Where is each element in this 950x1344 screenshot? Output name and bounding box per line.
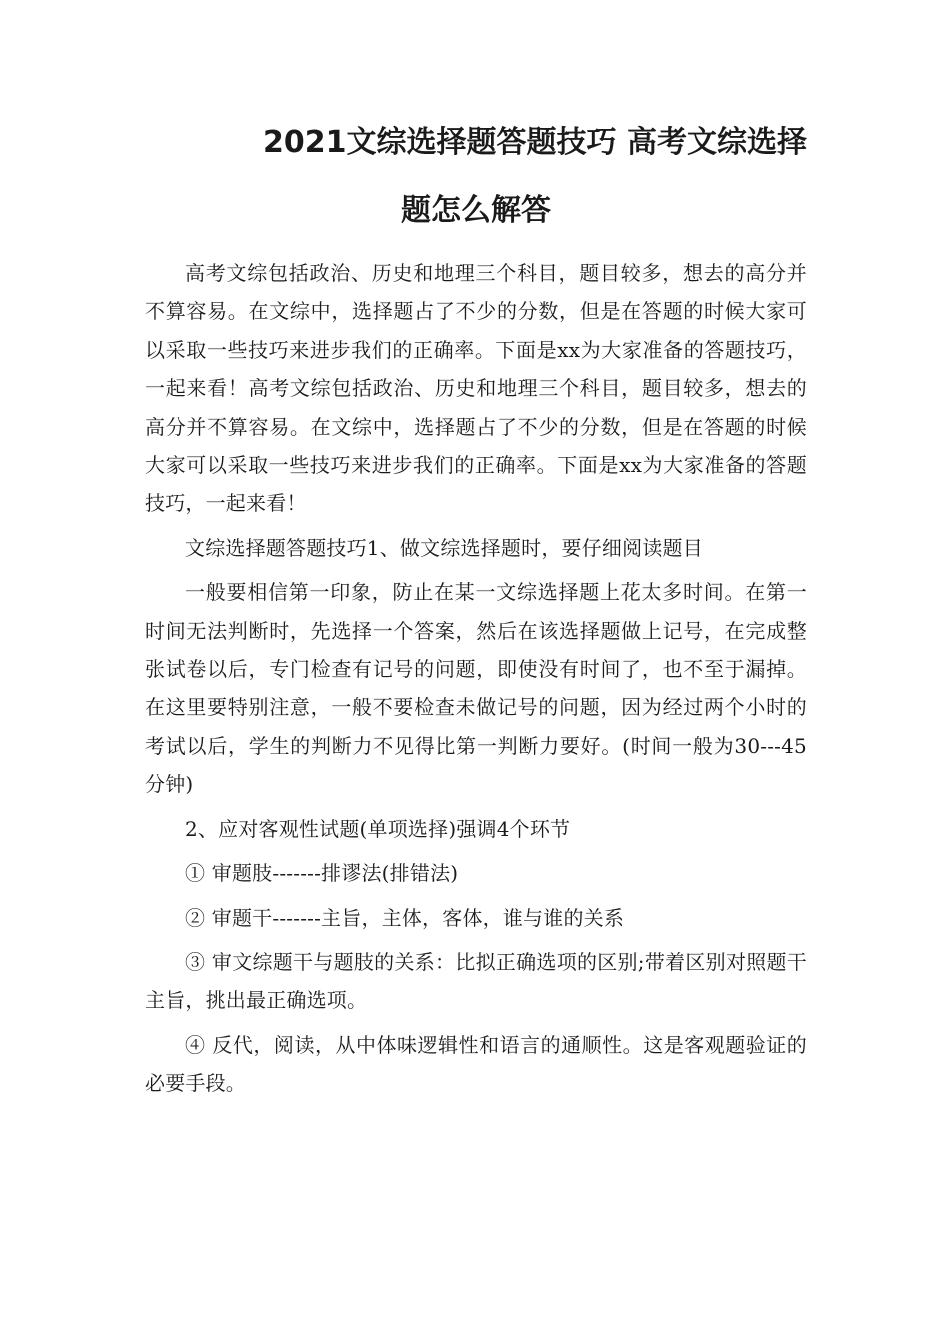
- document-body: [145, 254, 807, 1109]
- step-3-paragraph: ③ 审文综题干与题肢的关系：比拟正确选项的区别;带着区别对照题干主旨，挑出最正确选项。: [145, 949, 807, 1013]
- step-1-paragraph: ① 审题肢-------排谬法(排错法): [185, 861, 459, 886]
- tip-1-heading: 文综选择题答题技巧1、做文综选择题时，要仔细阅读题目: [185, 535, 703, 560]
- document-title-line-1: 2021文综选择题答题技巧 高考文综选择: [263, 125, 807, 160]
- step-2-paragraph: ② 审题干-------主旨，主体，客体，谁与谁的关系: [185, 905, 625, 930]
- tip-1-paragraph: 一般要相信第一印象，防止在某一文综选择题上花太多时间。在第一时间无法判断时，先选择一个答案，然后在该选择题做上记号，在完成整张试卷以后，专门检查有记号的问题，即使没有时间了，也不至于漏掉。在这里要特别注意，一般不要检查未做记号的问题，因为经过两个小时的考试以后，学生的判断力不见得比第一判断力要好。(时间一般为30---45分钟): [145, 580, 807, 797]
- intro-paragraph: 高考文综包括政治、历史和地理三个科目，题目较多，想去的高分并不算容易。在文综中，选择题占了不少的分数，但是在答题的时候大家可以采取一些技巧来进步我们的正确率。下面是xx为大家准备的答题技巧，一起来看！高考文综包括政治、历史和地理三个科目，题目较多，想去的高分并不算容易。在文综中，选择题占了不少的分数，但是在答题的时候大家可以采取一些技巧来进步我们的正确率。下面是xx为大家准备的答题技巧，一起来看！: [145, 261, 807, 516]
- step-4-paragraph: ④ 反代，阅读，从中体味逻辑性和语言的通顺性。这是客观题验证的必要手段。: [145, 1032, 807, 1096]
- document-title-line-2: 题怎么解答: [401, 193, 551, 228]
- tip-2-heading: 2、应对客观性试题(单项选择)强调4个环节: [185, 816, 571, 841]
